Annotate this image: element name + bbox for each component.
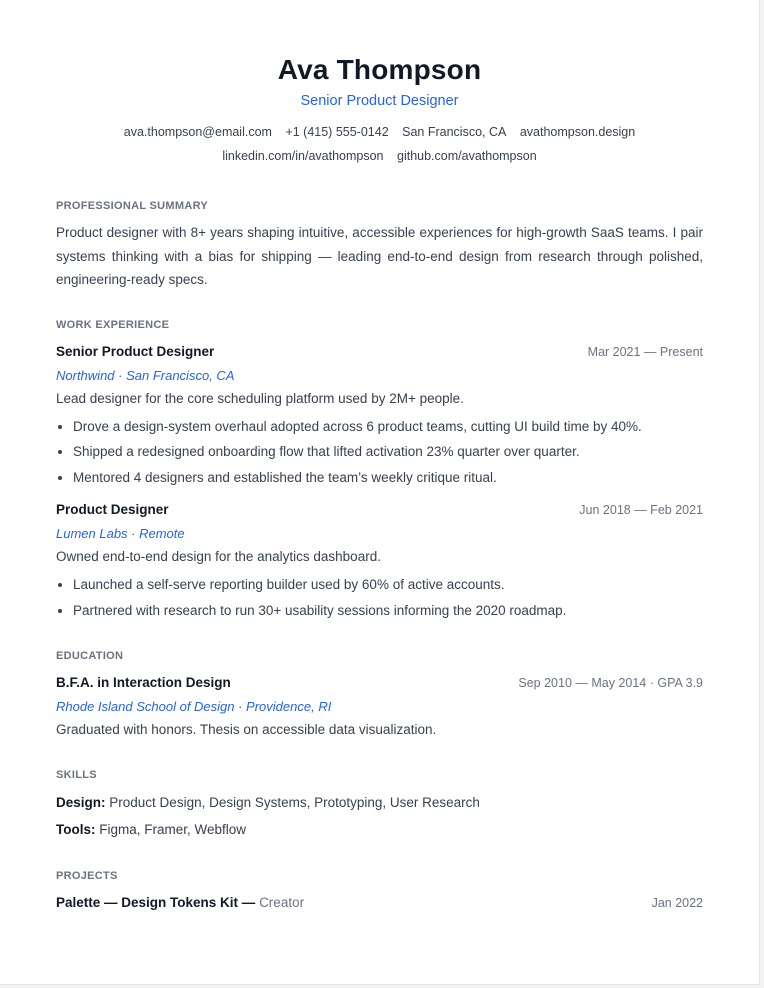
project-title bbox=[56, 891, 304, 915]
contact-website[interactable]: avathompson.design bbox=[519, 125, 636, 139]
job-header bbox=[56, 498, 703, 522]
skill-category: Design: bbox=[56, 795, 106, 810]
skills-list bbox=[56, 789, 703, 843]
contact-email[interactable]: ava.thompson@email.com bbox=[123, 125, 272, 139]
education-description: Graduated with honors. Thesis on accessible data visualization. bbox=[56, 722, 437, 737]
resume-body bbox=[56, 195, 703, 937]
job-entry bbox=[56, 498, 703, 623]
section-heading: SKILLS bbox=[56, 769, 97, 781]
project-entry bbox=[56, 891, 703, 915]
job-entry bbox=[56, 340, 703, 491]
job-description: Lead designer for the core scheduling platform used by 2M+ people. bbox=[56, 390, 464, 406]
skill-values: Product Design, Design Systems, Prototyping, User Research bbox=[109, 795, 480, 810]
skill-row bbox=[56, 789, 703, 816]
job-header bbox=[56, 340, 703, 364]
bullet-item: • Mentored 4 designers and established the team’s weekly critique ritual. bbox=[73, 465, 703, 491]
contact-line-1 bbox=[0, 120, 759, 144]
education-dates: Sep 2010 — May 2014 · GPA 3.9 bbox=[518, 676, 703, 690]
contact-location: San Francisco, CA bbox=[402, 125, 507, 139]
candidate-title: Senior Product Designer bbox=[300, 93, 459, 109]
bullet-item: • Launched a self-serve reporting builder used by 60% of active accounts. bbox=[73, 572, 703, 598]
job-dates: Jun 2018 — Feb 2021 bbox=[579, 503, 703, 517]
job-description: Owned end-to-end design for the analytics dashboard. bbox=[56, 549, 381, 564]
section-heading: EDUCATION bbox=[56, 650, 124, 662]
education-section bbox=[56, 645, 703, 742]
degree: B.F.A. in Interaction Design bbox=[56, 675, 231, 690]
contact-line-2 bbox=[0, 144, 759, 168]
job-role: Senior Product Designer bbox=[56, 343, 215, 359]
project-date: Jan 2022 bbox=[651, 896, 703, 910]
experience-section bbox=[56, 314, 703, 624]
project-role: Creator bbox=[259, 895, 305, 910]
skill-row bbox=[56, 816, 703, 843]
skills-section bbox=[56, 764, 703, 843]
projects-section bbox=[56, 865, 703, 915]
section-heading: PROFESSIONAL SUMMARY bbox=[56, 200, 209, 212]
bullet-item: • Drove a design-system overhaul adopted across 6 product teams, cutting UI build time by 40%. bbox=[73, 414, 703, 440]
job-bullets bbox=[56, 572, 703, 623]
summary-text: Product designer with 8+ years shaping intuitive, accessible experiences for high-growth SaaS teams. I pair systems thinking with a bias for shipping — leading end-to-end design from research through polished, engineering-ready specs. bbox=[56, 225, 703, 287]
project-name: Palette — Design Tokens Kit — bbox=[56, 895, 256, 910]
skill-values: Figma, Framer, Webflow bbox=[99, 822, 247, 837]
candidate-name: Ava Thompson bbox=[277, 54, 482, 85]
job-bullets bbox=[56, 414, 703, 491]
job-org: Northwind · San Francisco, CA bbox=[56, 367, 235, 383]
section-heading: WORK EXPERIENCE bbox=[56, 318, 170, 331]
job-org: Lumen Labs · Remote bbox=[56, 526, 185, 541]
bullet-item: • Shipped a redesigned onboarding flow that lifted activation 23% quarter over quarter. bbox=[73, 439, 703, 465]
contact-github[interactable]: github.com/avathompson bbox=[397, 149, 537, 163]
job-role: Product Designer bbox=[56, 502, 169, 517]
contact-phone[interactable]: +1 (415) 555-0142 bbox=[285, 125, 389, 139]
section-heading: PROJECTS bbox=[56, 870, 118, 882]
resume-header bbox=[0, 50, 759, 168]
summary-section bbox=[56, 195, 703, 292]
contact-info bbox=[0, 120, 759, 168]
skill-category: Tools: bbox=[56, 822, 96, 837]
education-entry bbox=[56, 671, 703, 742]
education-header bbox=[56, 671, 703, 695]
project-header bbox=[56, 891, 703, 915]
contact-linkedin[interactable]: linkedin.com/in/avathompson bbox=[222, 149, 384, 163]
job-dates: Mar 2021 — Present bbox=[587, 344, 703, 359]
bullet-item: • Partnered with research to run 30+ usability sessions informing the 2020 roadmap. bbox=[73, 598, 703, 624]
school: Rhode Island School of Design · Providence, RI bbox=[56, 699, 332, 714]
